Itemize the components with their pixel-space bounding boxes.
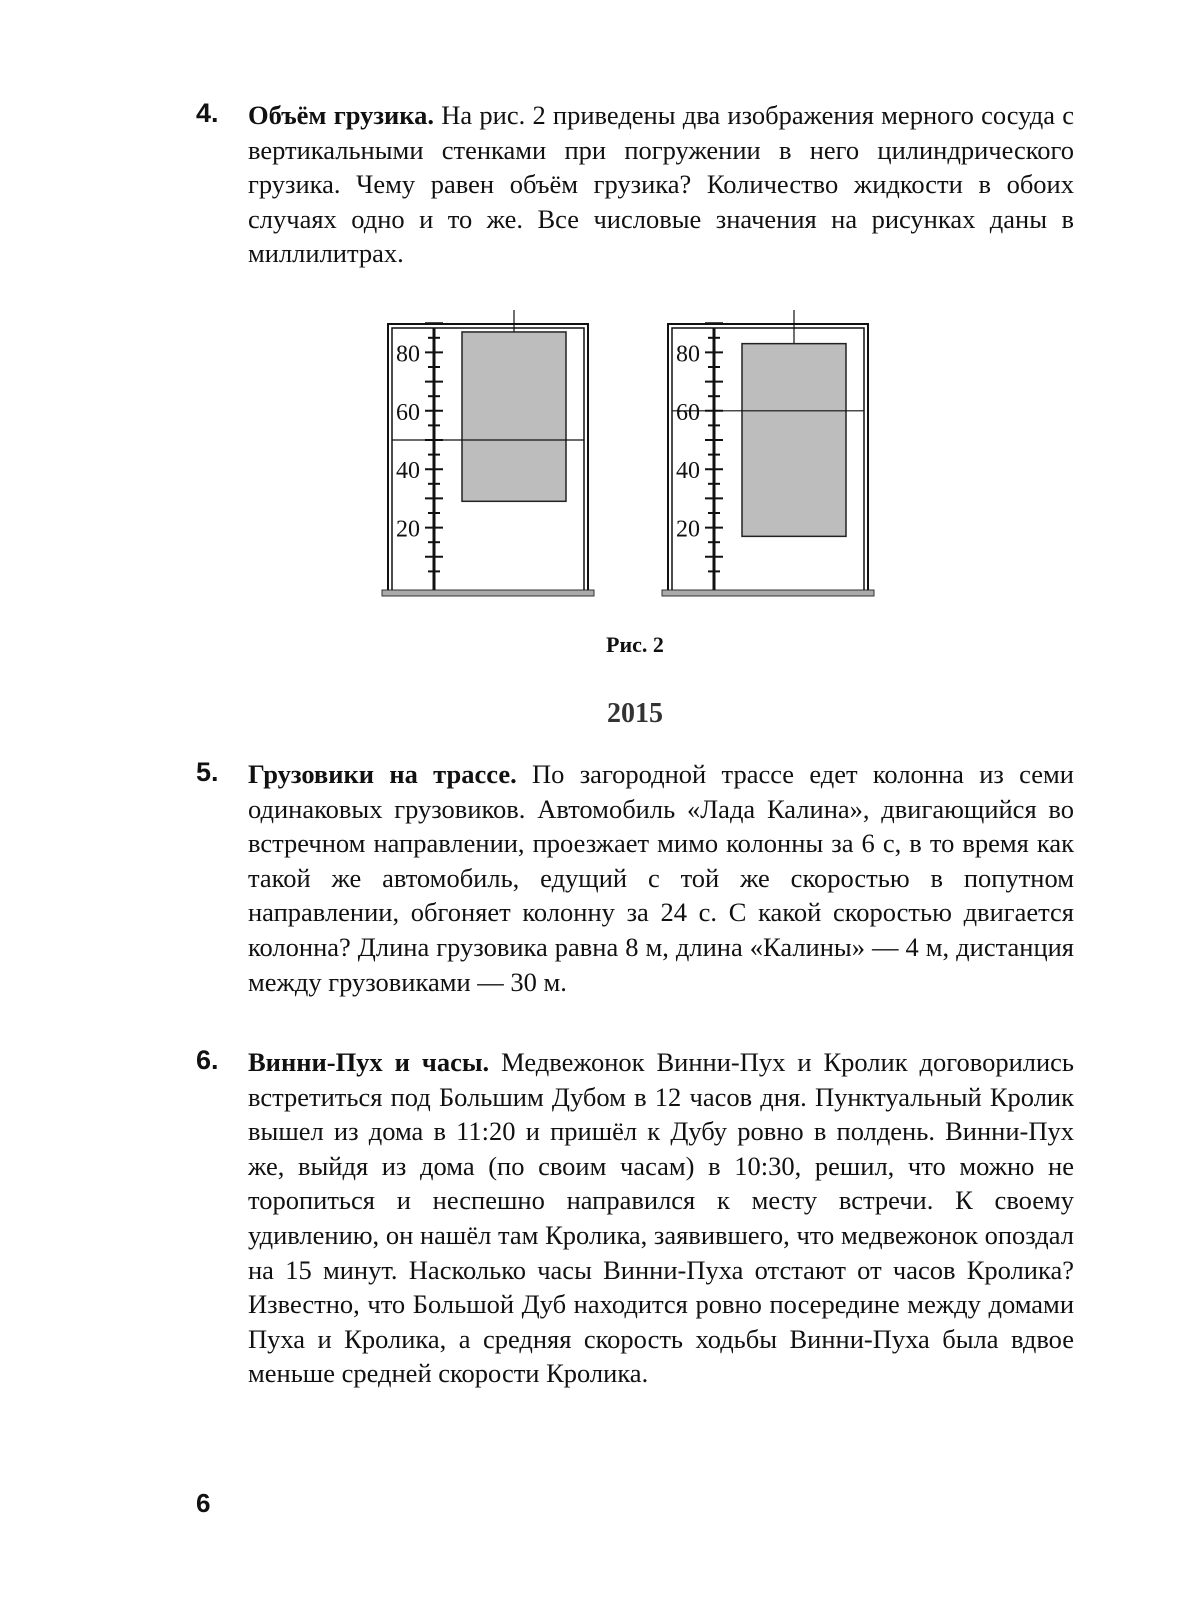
vessel-2 — [662, 310, 874, 596]
problem-text — [248, 757, 1074, 999]
problem-number: 5. — [196, 757, 219, 787]
figure-measuring-vessels — [380, 310, 900, 610]
problem-body: На рис. 2 приведены два изображения мерного сосуда с вертикальными стенками при погружении в него цилиндрического грузика. Чему равен объём грузика? Количество жидкости в обоих случаях одно и то же. Все числовые значения на рисунках даны в миллилитрах. — [248, 100, 1074, 269]
vessel-base — [662, 590, 874, 596]
scale-label: 20 — [676, 516, 700, 543]
scale-label: 40 — [676, 458, 700, 485]
scale-label: 60 — [396, 399, 420, 426]
problem-title: Объём грузика. — [248, 100, 435, 130]
problem-5 — [196, 757, 1074, 999]
scale-label: 20 — [396, 516, 420, 543]
problem-body: Медвежонок Винни-Пух и Кролик договорились встретиться под Большим Дубом в 12 часов дня. Пунктуальный Кролик вышел из дома в 11:20 и пришёл к Дубу ровно в полдень. Винни-Пух же, выйдя из дома (по своим часам) в 10:30, решил, что можно не торопиться и неспешно направился к месту встречи. К своему удивлению, он нашёл там Кролика, заявившего, что медвежонок опоздал на 15 минут. Насколько часы Винни-Пуха отстают от часов Кролика? Известно, что Большой Дуб находится ровно посередине между домами Пуха и Кролика, а средняя скорость ходьбы Винни-Пуха была вдвое меньше средней скорости Кролика. — [248, 1047, 1074, 1389]
cylindrical-weight — [742, 344, 846, 537]
vessel-base — [382, 590, 594, 596]
scale-label: 40 — [396, 458, 420, 485]
problem-number: 6. — [196, 1045, 219, 1075]
problem-title: Винни-Пух и часы. — [248, 1047, 490, 1077]
cylindrical-weight — [462, 332, 566, 501]
problem-4 — [196, 98, 1074, 271]
problem-body: По загородной трассе едет колонна из семи одинаковых грузовиков. Автомобиль «Лада Калина», двигающийся во встречном направлении, проезжает мимо колонны за 6 с, в то время как такой же автомобиль, едущий с той же скоростью в попутном направлении, обгоняет колонну за 24 с. С какой скоростью двигается колонна? Длина грузовика равна 8 м, длина «Калины» — 4 м, дистанция между грузовиками — 30 м. — [248, 759, 1074, 997]
scale-label: 80 — [396, 341, 420, 368]
problem-text — [248, 1045, 1074, 1391]
page-number: 6 — [196, 1488, 211, 1518]
figure-caption: Рис. 2 — [606, 632, 664, 657]
scale-label: 80 — [676, 341, 700, 368]
section-year: 2015 — [607, 698, 663, 729]
problem-text — [248, 98, 1074, 271]
scale-label: 60 — [676, 399, 700, 426]
problem-6 — [196, 1045, 1074, 1391]
problem-title: Грузовики на трассе. — [248, 759, 517, 789]
problem-number: 4. — [196, 98, 219, 128]
vessel-1 — [382, 310, 594, 596]
